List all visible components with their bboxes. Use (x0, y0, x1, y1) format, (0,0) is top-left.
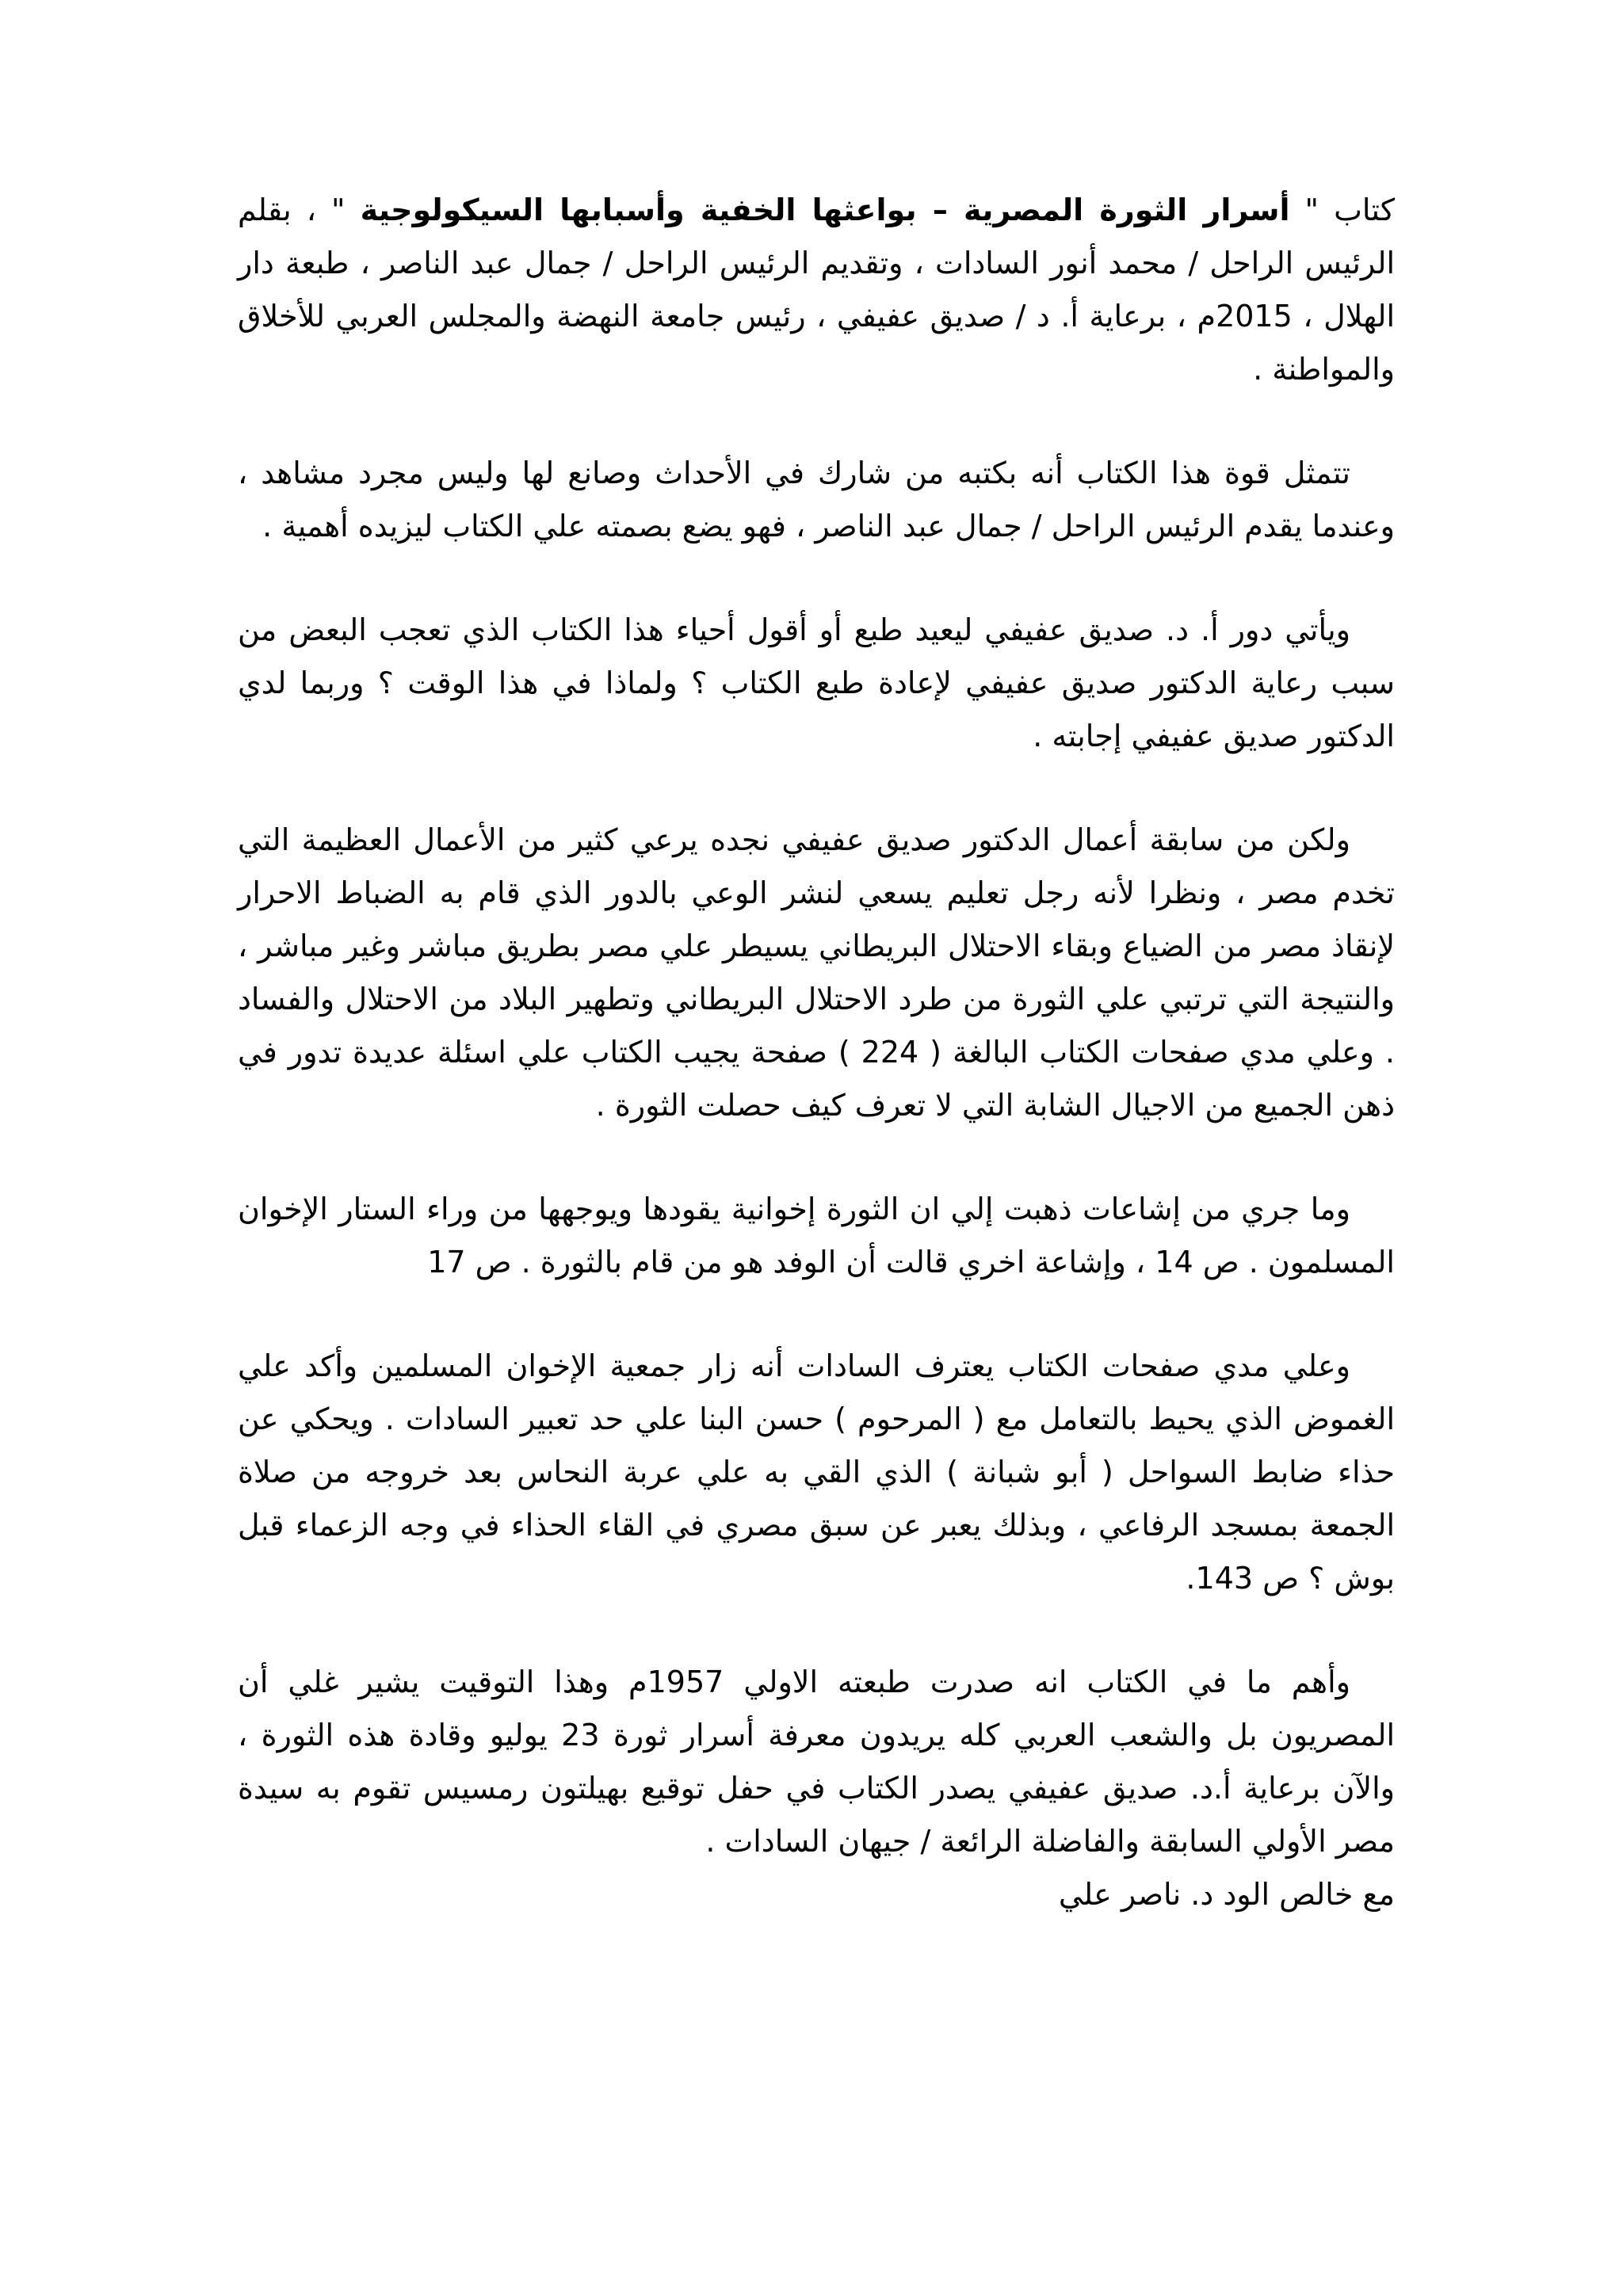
signature-line: مع خالص الود د. ناصر علي (1058, 1877, 1395, 1912)
paragraph-first-edition: وأهم ما في الكتاب انه صدرت طبعته الاولي 1957م وهذا التوقيت يشير غلي أن المصريون بل والشعب العربي كله يريدون معرفة أسرار ثورة 23 يوليو وقادة هذه الثورة ، والآن برعاية أ.د. صديق عفيفي يصدر الكتاب في حفل توقيع بهيلتون رمسيس تقوم به سيدة مصر الأولي السابقة والفاضلة الرائعة / جيهان السادات . (238, 1665, 1396, 1859)
book-title: أسرار الثورة المصرية – بواعثها الخفية وأسبابها السيكولوجية (360, 193, 1290, 227)
document-page (238, 184, 1395, 1921)
intro-rest: " ، بقلم الرئيس الراحل / محمد أنور السادات ، وتقديم الرئيس الراحل / جمال عبد الناصر ، طبعة دار الهلال ، 2015م ، برعاية أ. د / صديق عفيفي ، رئيس جامعة النهضة والمجلس العربي للأخلاق والمواطنة . (238, 193, 1396, 387)
paragraph-afifi-role: ويأتي دور أ. د. صديق عفيفي ليعيد طبع أو أقول أحياء هذا الكتاب الذي تعجب البعض من سبب رعاية الدكتور صديق عفيفي لإعادة طبع الكتاب ؟ ولماذا في هذا الوقت ؟ وربما لدي الدكتور صديق عفيفي إجابته . (238, 612, 1395, 753)
intro-paragraph (238, 184, 1395, 396)
intro-prefix: كتاب " (1289, 193, 1395, 227)
paragraph-sadat-brotherhood: وعلي مدي صفحات الكتاب يعترف السادات أنه زار جمعية الإخوان المسلمين وأكد علي الغموض الذي يحيط بالتعامل مع ( المرحوم ) حسن البنا علي حد تعبير السادات . ويحكي عن حذاء ضابط السواحل ( أبو شبانة ) الذي القي به علي عربة النحاس بعد خروجه من صلاة الجمعة بمسجد الرفاعي ، وبذلك يعبر عن سبق مصري في القاء الحذاء في وجه الزعماء قبل بوش ؟ ص 143. (238, 1348, 1395, 1596)
paragraph-afifi-works: ولكن من سابقة أعمال الدكتور صديق عفيفي نجده يرعي كثير من الأعمال العظيمة التي تخدم مصر ، ونظرا لأنه رجل تعليم يسعي لنشر الوعي بالدور الذي قام به الضباط الاحرار لإنقاذ مصر من الضياع وبقاء الاحتلال البريطاني يسيطر علي مصر بطريق مباشر وغير مباشر ، والنتيجة التي ترتبي علي الثورة من طرد الاحتلال البريطاني وتطهير البلاد من الاحتلال والفساد . وعلي مدي صفحات الكتاب البالغة ( 224 ) صفحة يجيب الكتاب علي اسئلة عديدة تدور في ذهن الجميع من الاجيال الشابة التي لا تعرف كيف حصلت الثورة . (238, 822, 1395, 1123)
paragraph-book-strength: تتمثل قوة هذا الكتاب أنه بكتبه من شارك في الأحداث وصانع لها وليس مجرد مشاهد ، وعندما يقدم الرئيس الراحل / جمال عبد الناصر ، فهو يضع بصمته علي الكتاب ليزيده أهمية . (238, 456, 1395, 543)
paragraph-rumors: وما جري من إشاعات ذهبت إلي ان الثورة إخوانية يقودها ويوجهها من وراء الستار الإخوان المسلمون . ص 14 ، وإشاعة اخري قالت أن الوفد هو من قام بالثورة . ص 17 (238, 1192, 1395, 1280)
